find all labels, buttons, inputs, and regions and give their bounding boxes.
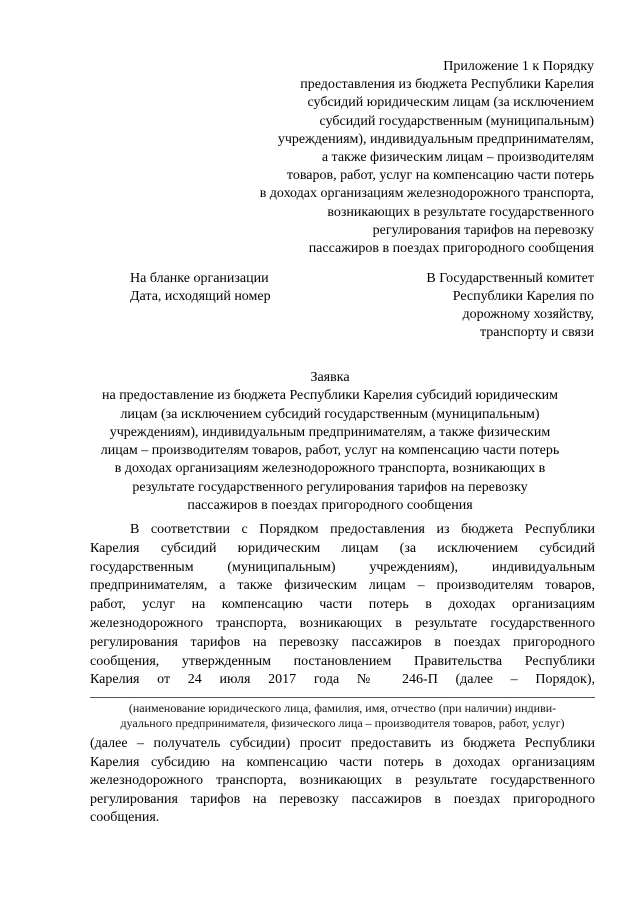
paragraph-line: регулирования тарифов на перевозку пассажиров в поездах пригородного bbox=[90, 634, 595, 650]
appendix-header bbox=[234, 58, 594, 258]
appendix-line: пассажиров в поездах пригородного сообщения bbox=[308, 241, 594, 257]
title-line: лицам (за исключением субсидий государственным (муниципальным) bbox=[120, 406, 540, 422]
paragraph-line: работ, услуг на компенсацию части потерь в доходах организациям bbox=[90, 597, 595, 613]
appendix-line: возникающих в результате государственного bbox=[327, 204, 594, 220]
caption-line: (наименование юридического лица, фамилия, имя, отчество (при наличии) индиви- bbox=[128, 701, 557, 715]
paragraph-line: сообщения, утвержденным постановлением Правительства Республики bbox=[90, 653, 595, 669]
document-title bbox=[60, 369, 600, 515]
appendix-line: регулирования тарифов на перевозку bbox=[372, 222, 594, 238]
paragraph-line: сообщения. bbox=[90, 810, 160, 826]
appendix-line: товаров, работ, услуг на компенсацию части потерь bbox=[286, 168, 594, 184]
paragraph-line: железнодорожного транспорта, возникающих в результате государственного bbox=[90, 615, 595, 631]
appendix-line: предоставления из бюджета Республики Карелия bbox=[300, 77, 594, 93]
paragraph-line: В соответствии с Порядком предоставления из бюджета Республики bbox=[130, 522, 595, 537]
appendix-line: а также физическим лицам – производителям bbox=[321, 150, 594, 166]
paragraph-2 bbox=[90, 735, 595, 828]
title-line: пассажиров в поездах пригородного сообщения bbox=[187, 498, 473, 514]
recipient-line: В Государственный комитет bbox=[426, 271, 594, 286]
title-line: результате государственного регулирования тарифов на перевозку bbox=[132, 479, 528, 495]
appendix-line: Приложение 1 к Порядку bbox=[443, 59, 594, 74]
recipient-block bbox=[426, 270, 594, 342]
title-line: лицам – производителям товаров, работ, услуг на компенсацию части потерь bbox=[100, 443, 560, 459]
appendix-line: учреждениям), индивидуальным предпринимателям, bbox=[277, 131, 594, 147]
title-line: в доходах организациям железнодорожного транспорта, возникающих в bbox=[114, 461, 546, 477]
appendix-line: субсидий государственным (муниципальным) bbox=[319, 113, 594, 129]
paragraph-line: регулирования тарифов на перевозку пассажиров в поездах пригородного bbox=[90, 791, 595, 807]
caption-line: дуального предпринимателя, физического лица – производителя товаров, работ, услуг) bbox=[120, 716, 565, 730]
paragraph-line: предпринимателям, а также физическим лицам – производителям товаров, bbox=[90, 578, 595, 594]
fill-in-caption bbox=[90, 701, 595, 731]
paragraph-line: государственным (муниципальным) учреждениям), индивидуальным bbox=[90, 559, 595, 575]
appendix-line: в доходах организациям железнодорожного транспорта, bbox=[259, 186, 594, 202]
paragraph-line: железнодорожного транспорта, возникающих в результате государственного bbox=[90, 773, 595, 789]
paragraph-1 bbox=[90, 521, 595, 690]
sender-line: На бланке организации bbox=[130, 271, 269, 286]
title-heading: Заявка bbox=[310, 370, 350, 385]
sender-block bbox=[130, 270, 271, 306]
appendix-line: субсидий юридическим лицам (за исключением bbox=[307, 95, 594, 111]
paragraph-line: (далее – получатель субсидии) просит предоставить из бюджета Республики bbox=[90, 736, 595, 751]
recipient-line: дорожному хозяйству, bbox=[462, 307, 594, 322]
paragraph-line: Карелия субсидию на компенсацию части потерь в доходах организациям bbox=[90, 754, 595, 770]
recipient-line: Республики Карелия по bbox=[452, 289, 594, 304]
sender-line: Дата, исходящий номер bbox=[130, 289, 271, 304]
title-line: учреждениям), индивидуальным предпринимателям, а также физическим bbox=[109, 424, 551, 440]
recipient-line: транспорту и связи bbox=[479, 325, 594, 340]
paragraph-line: Карелия от 24 июля 2017 года № 246-П (далее – Порядок), bbox=[90, 672, 595, 688]
fill-in-line bbox=[90, 697, 595, 698]
title-line: на предоставление из бюджета Республики Карелия субсидий юридическим bbox=[101, 388, 558, 404]
paragraph-line: Карелия субсидий юридическим лицам (за исключением субсидий bbox=[90, 540, 595, 556]
